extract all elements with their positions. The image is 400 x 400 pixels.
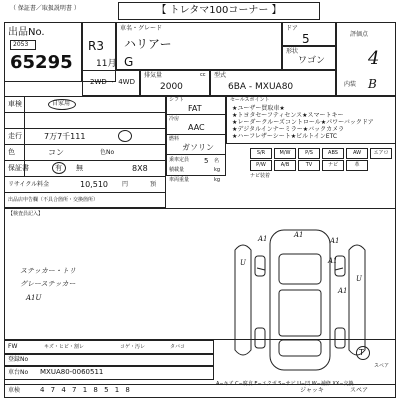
aircon: AAC	[188, 123, 205, 132]
warranty-label: 保証書	[8, 164, 29, 172]
condition-note: 出品店申告欄（不具合箇所・交換箇所）	[8, 197, 99, 203]
lot-label: 出品No.	[8, 27, 45, 38]
damage-mark: A1	[338, 287, 348, 295]
interior: B	[368, 77, 377, 91]
spare-label: スペア	[374, 363, 390, 369]
fuel-label: 燃料	[169, 136, 180, 142]
lot-year: 2053	[13, 41, 29, 48]
navi-label: ナビ装着	[250, 173, 271, 179]
lot-number: 65295	[10, 52, 73, 73]
score: 4	[368, 48, 380, 69]
option-cell: P/W	[250, 160, 272, 171]
legend: A−キズ C−腐食 E−エクボ S−サビ U−凹 W−補修 XX−交換	[216, 381, 354, 387]
sales-line: ★レーダークルーズコントロール★パワーバックドア	[232, 119, 374, 126]
year: R3	[88, 39, 104, 53]
drive: 2WD ・ 4WD	[90, 78, 135, 86]
reg-row	[4, 354, 214, 366]
option-cell: TV	[298, 160, 320, 171]
frame-row	[4, 366, 214, 380]
wheel-rl	[255, 328, 265, 348]
note-line: ステッカー・トリ	[20, 267, 76, 275]
fw-text3: タバコ	[170, 344, 185, 350]
option-cell: A/B	[274, 160, 296, 171]
option-cell: 革	[346, 160, 368, 171]
option-cell: ABS	[322, 148, 344, 159]
km-value: 7万7千111	[44, 132, 86, 141]
doors: 5	[302, 32, 310, 46]
top-note: （ 保証書／取扱説明書 ）	[10, 5, 80, 12]
sales-line: ★ユーザー買取車★	[232, 105, 285, 112]
damage-mark: U	[356, 275, 362, 283]
option-cell: エアロ	[370, 148, 392, 159]
windshield	[279, 254, 321, 284]
spare-mark: T	[359, 348, 364, 357]
damage-mark: U	[240, 259, 246, 267]
option-cell: S/R	[250, 148, 272, 159]
sales-line: ★トヨタセーフティセンス★スマートキー	[232, 112, 344, 119]
name-label: 車名・グレード	[120, 25, 163, 32]
rear-window	[279, 340, 321, 356]
displacement-label: 排気量	[144, 72, 163, 79]
recycle-fee: 10,510	[80, 180, 108, 189]
notes-heading: 【検査員記入】	[8, 211, 44, 217]
sales-heading: セールスポイント	[230, 97, 270, 103]
vehicle-grade: G	[124, 55, 134, 69]
damage-mark: A1	[258, 235, 268, 243]
load-unit: kg	[214, 167, 221, 173]
roof	[279, 290, 321, 336]
displacement: 2000	[160, 82, 183, 92]
shape: ワゴン	[298, 56, 326, 66]
color: コン	[48, 148, 64, 157]
capacity: 5	[204, 157, 209, 165]
fw-label: FW	[8, 343, 18, 350]
wheel-rr	[335, 328, 345, 348]
displacement-unit: cc	[200, 72, 206, 78]
sales-line: ★ハーフレザーシート★ビルトインETC	[232, 133, 338, 140]
option-cell: ナビ	[322, 160, 344, 171]
color-code: 8X8	[132, 164, 148, 173]
frame-label: 車台No	[8, 369, 29, 376]
model-label: 型式	[214, 72, 227, 79]
model: 6BA - MXUA80	[228, 82, 294, 92]
damage-mark: A1	[330, 237, 340, 245]
inspection: 自家用	[52, 100, 71, 107]
warranty-no: 無	[76, 164, 83, 172]
color-code-label: 色No	[100, 149, 115, 156]
mirror-left	[257, 268, 265, 270]
color-label: 色	[8, 148, 15, 156]
km-label: 走行	[8, 132, 22, 140]
option-cell: M/W	[274, 148, 296, 159]
weight-label: 車両重量	[169, 177, 190, 183]
recycle-flag: 預	[150, 181, 157, 188]
wheel-fl	[255, 256, 265, 276]
mirror-right	[335, 268, 343, 270]
door-label: ドア	[286, 25, 298, 32]
right-side	[349, 245, 365, 355]
shift-label: シフト	[169, 97, 185, 103]
recycle-unit: 円	[122, 181, 129, 188]
vehicle-name: ハリアー	[124, 37, 172, 51]
option-cell: AW	[346, 148, 368, 159]
weight-unit: kg	[214, 177, 221, 183]
shift: FAT	[188, 104, 202, 113]
shape-label: 形状	[286, 48, 299, 55]
aircon-label: 冷房	[169, 116, 180, 122]
capacity-label: 乗車定員	[169, 157, 190, 163]
bottom-spare-label: スペア	[350, 387, 369, 394]
jack-label: ジャッキ	[300, 387, 324, 394]
interior-label: 内装	[344, 81, 357, 88]
recycle-label: リサイクル料金	[8, 181, 50, 188]
fw-text2: コゲ・汚レ	[120, 344, 146, 350]
date-label: 車検	[8, 387, 21, 394]
reg-label: 登録No	[8, 356, 29, 363]
frame-no: MXUA80-0060511	[40, 368, 104, 376]
page-header: 【 トレタマ100コーナー 】	[118, 2, 320, 20]
capacity-unit: 名	[214, 158, 220, 164]
fuel: ガソリン	[182, 143, 214, 152]
inspection-label: 車検	[8, 100, 22, 108]
load-label: 積載量	[169, 167, 185, 173]
fw-text: キズ・ヒビ・割レ	[44, 344, 84, 350]
sales-line: ★デジタルインナーミラー★バックカメラ	[232, 126, 345, 133]
damage-mark: A1	[294, 231, 304, 239]
date-value: 4 7 4 7 1 8 5 1 8	[40, 386, 132, 394]
damage-mark: A1	[328, 257, 338, 265]
month: 11月	[96, 59, 117, 69]
note-line: A1U	[26, 294, 42, 302]
note-line: グレーステッカー	[20, 280, 76, 288]
option-cell: P/S	[298, 148, 320, 159]
score-label: 評価点	[350, 31, 369, 38]
warranty-yes: 有	[55, 164, 62, 172]
